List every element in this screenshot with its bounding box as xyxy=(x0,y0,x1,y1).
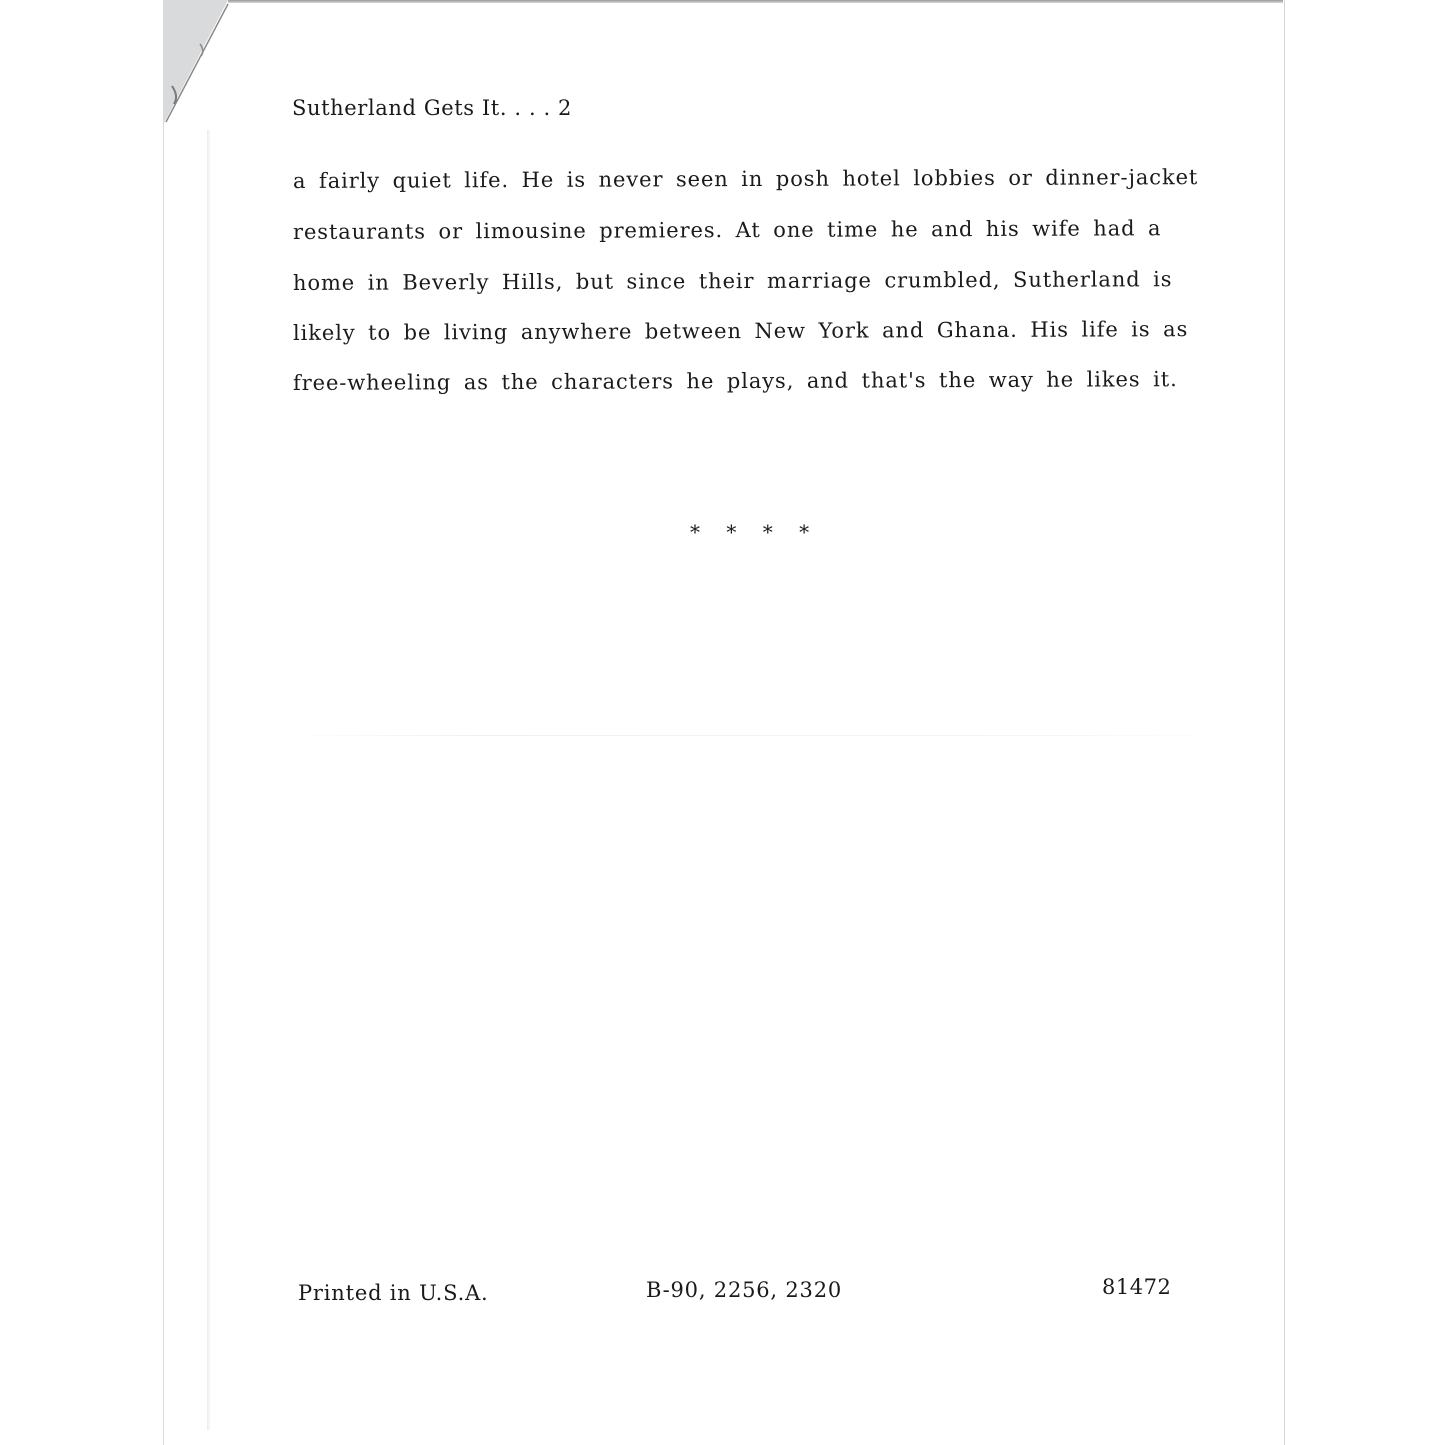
folded-corner-shadow xyxy=(163,0,228,125)
sheet-top-edge xyxy=(228,0,1283,3)
running-head: Sutherland Gets It. . . . 2 xyxy=(292,96,573,120)
body-line: home in Beverly Hills, but since their marriage crumbled, Sutherland is xyxy=(292,267,1173,295)
body-line: restaurants or limousine premieres. At one time he and his wife had a xyxy=(292,216,1162,244)
footer-number: 81472 xyxy=(1102,1275,1172,1299)
footer-codes: B-90, 2256, 2320 xyxy=(646,1278,843,1302)
section-separator: * * * * xyxy=(690,520,820,544)
staple-corner-graphic xyxy=(0,0,240,130)
sheet-binding-shadow xyxy=(207,130,211,1430)
faint-scan-line xyxy=(280,735,1240,736)
body-line: likely to be living anywhere between New York and Ghana. His life is as xyxy=(292,317,1189,345)
footer-printed-in: Printed in U.S.A. xyxy=(298,1281,489,1305)
body-line: free-wheeling as the characters he plays, and that's the way he likes it. xyxy=(292,367,1178,395)
body-line: a fairly quiet life. He is never seen in posh hotel lobbies or dinner-jacket xyxy=(292,165,1199,193)
